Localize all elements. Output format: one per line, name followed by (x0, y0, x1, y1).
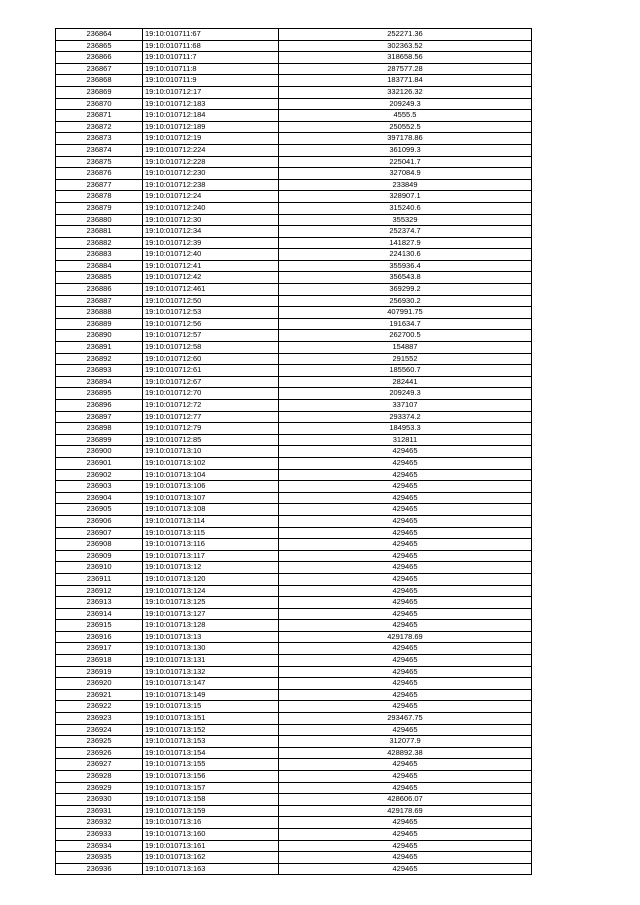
value-cell: 356543.8 (279, 272, 532, 284)
cadastral-number-cell: 19:10:010712:53 (143, 307, 279, 319)
row-id-cell: 236885 (56, 272, 143, 284)
row-id-cell: 236912 (56, 585, 143, 597)
table-row (56, 237, 532, 249)
cadastral-number-cell: 19:10:010712:19 (143, 133, 279, 145)
row-id-cell: 236920 (56, 678, 143, 690)
cadastral-number-cell: 19:10:010712:184 (143, 110, 279, 122)
cadastral-number-cell: 19:10:010712:224 (143, 144, 279, 156)
value-cell: 429178.69 (279, 805, 532, 817)
value-cell: 332126.32 (279, 86, 532, 98)
value-cell: 355936.4 (279, 260, 532, 272)
table-row (56, 376, 532, 388)
table-row (56, 492, 532, 504)
value-cell: 185560.7 (279, 365, 532, 377)
table-row (56, 121, 532, 133)
cadastral-number-cell: 19:10:010713:116 (143, 539, 279, 551)
value-cell: 293467.75 (279, 713, 532, 725)
row-id-cell: 236905 (56, 504, 143, 516)
value-cell: 369299.2 (279, 284, 532, 296)
value-cell: 209249.3 (279, 388, 532, 400)
value-cell: 429465 (279, 724, 532, 736)
cadastral-number-cell: 19:10:010713:102 (143, 457, 279, 469)
value-cell: 407991.75 (279, 307, 532, 319)
cadastral-number-cell: 19:10:010712:24 (143, 191, 279, 203)
table-row (56, 562, 532, 574)
cadastral-number-cell: 19:10:010713:157 (143, 782, 279, 794)
row-id-cell: 236923 (56, 713, 143, 725)
table-row (56, 400, 532, 412)
row-id-cell: 236878 (56, 191, 143, 203)
value-cell: 429465 (279, 643, 532, 655)
cadastral-number-cell: 19:10:010713:106 (143, 481, 279, 493)
value-cell: 429465 (279, 852, 532, 864)
row-id-cell: 236880 (56, 214, 143, 226)
table-row (56, 423, 532, 435)
cadastral-number-cell: 19:10:010713:13 (143, 631, 279, 643)
table-row (56, 515, 532, 527)
table-row (56, 307, 532, 319)
table-row (56, 168, 532, 180)
value-cell: 429465 (279, 771, 532, 783)
row-id-cell: 236868 (56, 75, 143, 87)
table-row (56, 272, 532, 284)
row-id-cell: 236881 (56, 226, 143, 238)
table-row (56, 481, 532, 493)
cadastral-number-cell: 19:10:010712:50 (143, 295, 279, 307)
value-cell: 252271.36 (279, 29, 532, 41)
cadastral-number-cell: 19:10:010713:131 (143, 655, 279, 667)
value-cell: 302363.52 (279, 40, 532, 52)
cadastral-number-cell: 19:10:010713:104 (143, 469, 279, 481)
table-row (56, 782, 532, 794)
cadastral-number-cell: 19:10:010712:41 (143, 260, 279, 272)
value-cell: 293374.2 (279, 411, 532, 423)
cadastral-number-cell: 19:10:010712:85 (143, 434, 279, 446)
cadastral-number-cell: 19:10:010713:155 (143, 759, 279, 771)
value-cell: 191634.7 (279, 318, 532, 330)
row-id-cell: 236869 (56, 86, 143, 98)
cadastral-number-cell: 19:10:010711:67 (143, 29, 279, 41)
value-cell: 429465 (279, 492, 532, 504)
cadastral-number-cell: 19:10:010713:120 (143, 573, 279, 585)
value-cell: 327084.9 (279, 168, 532, 180)
cadastral-number-cell: 19:10:010713:147 (143, 678, 279, 690)
cadastral-number-cell: 19:10:010712:40 (143, 249, 279, 261)
cadastral-number-cell: 19:10:010712:77 (143, 411, 279, 423)
cadastral-number-cell: 19:10:010712:70 (143, 388, 279, 400)
table-row (56, 585, 532, 597)
row-id-cell: 236901 (56, 457, 143, 469)
row-id-cell: 236884 (56, 260, 143, 272)
row-id-cell: 236893 (56, 365, 143, 377)
table-row (56, 666, 532, 678)
value-cell: 429465 (279, 840, 532, 852)
row-id-cell: 236888 (56, 307, 143, 319)
table-body (56, 29, 532, 875)
table-row (56, 527, 532, 539)
cadastral-number-cell: 19:10:010712:183 (143, 98, 279, 110)
cadastral-number-cell: 19:10:010711:7 (143, 52, 279, 64)
value-cell: 429465 (279, 527, 532, 539)
row-id-cell: 236934 (56, 840, 143, 852)
row-id-cell: 236874 (56, 144, 143, 156)
row-id-cell: 236902 (56, 469, 143, 481)
row-id-cell: 236886 (56, 284, 143, 296)
cadastral-number-cell: 19:10:010712:461 (143, 284, 279, 296)
value-cell: 429465 (279, 550, 532, 562)
table-row (56, 249, 532, 261)
value-cell: 225041.7 (279, 156, 532, 168)
table-row (56, 620, 532, 632)
value-cell: 429465 (279, 666, 532, 678)
row-id-cell: 236898 (56, 423, 143, 435)
table-row (56, 573, 532, 585)
table-row (56, 86, 532, 98)
row-id-cell: 236935 (56, 852, 143, 864)
row-id-cell: 236899 (56, 434, 143, 446)
row-id-cell: 236867 (56, 63, 143, 75)
cadastral-number-cell: 19:10:010713:124 (143, 585, 279, 597)
row-id-cell: 236907 (56, 527, 143, 539)
value-cell: 429465 (279, 863, 532, 875)
value-cell: 429465 (279, 620, 532, 632)
value-cell: 429465 (279, 678, 532, 690)
row-id-cell: 236883 (56, 249, 143, 261)
table-row (56, 805, 532, 817)
cadastral-number-cell: 19:10:010713:108 (143, 504, 279, 516)
row-id-cell: 236914 (56, 608, 143, 620)
row-id-cell: 236927 (56, 759, 143, 771)
table-row (56, 701, 532, 713)
cadastral-number-cell: 19:10:010713:10 (143, 446, 279, 458)
row-id-cell: 236913 (56, 597, 143, 609)
row-id-cell: 236891 (56, 342, 143, 354)
table-row (56, 446, 532, 458)
table-row (56, 388, 532, 400)
table-row (56, 156, 532, 168)
cadastral-number-cell: 19:10:010712:60 (143, 353, 279, 365)
row-id-cell: 236889 (56, 318, 143, 330)
row-id-cell: 236924 (56, 724, 143, 736)
cadastral-number-cell: 19:10:010713:127 (143, 608, 279, 620)
value-cell: 4555.5 (279, 110, 532, 122)
table-row (56, 655, 532, 667)
row-id-cell: 236882 (56, 237, 143, 249)
table-row (56, 469, 532, 481)
value-cell: 282441 (279, 376, 532, 388)
table-row (56, 226, 532, 238)
value-cell: 184953.3 (279, 423, 532, 435)
value-cell: 224130.6 (279, 249, 532, 261)
cadastral-number-cell: 19:10:010713:130 (143, 643, 279, 655)
table-row (56, 457, 532, 469)
cadastral-number-cell: 19:10:010713:149 (143, 689, 279, 701)
value-cell: 428892.38 (279, 747, 532, 759)
value-cell: 429465 (279, 701, 532, 713)
value-cell: 429465 (279, 585, 532, 597)
table-row (56, 550, 532, 562)
cadastral-number-cell: 19:10:010711:9 (143, 75, 279, 87)
value-cell: 429465 (279, 573, 532, 585)
cadastral-number-cell: 19:10:010712:230 (143, 168, 279, 180)
cadastral-number-cell: 19:10:010713:12 (143, 562, 279, 574)
table-row (56, 318, 532, 330)
table-row (56, 260, 532, 272)
row-id-cell: 236903 (56, 481, 143, 493)
value-cell: 429178.69 (279, 631, 532, 643)
value-cell: 256930.2 (279, 295, 532, 307)
value-cell: 429465 (279, 597, 532, 609)
table-row (56, 295, 532, 307)
row-id-cell: 236892 (56, 353, 143, 365)
row-id-cell: 236932 (56, 817, 143, 829)
value-cell: 141827.9 (279, 237, 532, 249)
cadastral-number-cell: 19:10:010712:58 (143, 342, 279, 354)
cadastral-number-cell: 19:10:010713:154 (143, 747, 279, 759)
row-id-cell: 236933 (56, 828, 143, 840)
cadastral-number-cell: 19:10:010713:156 (143, 771, 279, 783)
table-row (56, 353, 532, 365)
value-cell: 328907.1 (279, 191, 532, 203)
row-id-cell: 236870 (56, 98, 143, 110)
table-row (56, 434, 532, 446)
row-id-cell: 236865 (56, 40, 143, 52)
cadastral-number-cell: 19:10:010712:39 (143, 237, 279, 249)
row-id-cell: 236915 (56, 620, 143, 632)
row-id-cell: 236926 (56, 747, 143, 759)
cadastral-number-cell: 19:10:010713:160 (143, 828, 279, 840)
value-cell: 312077.9 (279, 736, 532, 748)
table-row (56, 133, 532, 145)
row-id-cell: 236890 (56, 330, 143, 342)
row-id-cell: 236928 (56, 771, 143, 783)
table-row (56, 202, 532, 214)
cadastral-number-cell: 19:10:010713:114 (143, 515, 279, 527)
table-row (56, 63, 532, 75)
cadastral-number-cell: 19:10:010712:72 (143, 400, 279, 412)
table-row (56, 771, 532, 783)
table-row (56, 759, 532, 771)
cadastral-number-cell: 19:10:010713:128 (143, 620, 279, 632)
value-cell: 428606.07 (279, 794, 532, 806)
value-cell: 429465 (279, 828, 532, 840)
value-cell: 154887 (279, 342, 532, 354)
row-id-cell: 236925 (56, 736, 143, 748)
row-id-cell: 236871 (56, 110, 143, 122)
table-row (56, 191, 532, 203)
row-id-cell: 236911 (56, 573, 143, 585)
table-row (56, 643, 532, 655)
value-cell: 318658.56 (279, 52, 532, 64)
table-row (56, 608, 532, 620)
value-cell: 429465 (279, 457, 532, 469)
cadastral-number-cell: 19:10:010712:34 (143, 226, 279, 238)
table-row (56, 828, 532, 840)
value-cell: 429465 (279, 817, 532, 829)
row-id-cell: 236896 (56, 400, 143, 412)
row-id-cell: 236864 (56, 29, 143, 41)
value-cell: 291552 (279, 353, 532, 365)
cadastral-number-cell: 19:10:010713:107 (143, 492, 279, 504)
row-id-cell: 236876 (56, 168, 143, 180)
row-id-cell: 236910 (56, 562, 143, 574)
row-id-cell: 236872 (56, 121, 143, 133)
cadastral-number-cell: 19:10:010713:162 (143, 852, 279, 864)
cadastral-number-cell: 19:10:010713:115 (143, 527, 279, 539)
value-cell: 429465 (279, 446, 532, 458)
value-cell: 429465 (279, 539, 532, 551)
cadastral-number-cell: 19:10:010713:163 (143, 863, 279, 875)
row-id-cell: 236866 (56, 52, 143, 64)
cadastral-number-cell: 19:10:010712:228 (143, 156, 279, 168)
row-id-cell: 236917 (56, 643, 143, 655)
row-id-cell: 236897 (56, 411, 143, 423)
table-row (56, 330, 532, 342)
table-row (56, 863, 532, 875)
data-table (55, 28, 532, 875)
row-id-cell: 236879 (56, 202, 143, 214)
row-id-cell: 236918 (56, 655, 143, 667)
cadastral-number-cell: 19:10:010713:125 (143, 597, 279, 609)
cadastral-number-cell: 19:10:010711:8 (143, 63, 279, 75)
cadastral-number-cell: 19:10:010713:151 (143, 713, 279, 725)
table-row (56, 539, 532, 551)
value-cell: 252374.7 (279, 226, 532, 238)
cadastral-number-cell: 19:10:010712:79 (143, 423, 279, 435)
value-cell: 429465 (279, 515, 532, 527)
cadastral-number-cell: 19:10:010712:56 (143, 318, 279, 330)
table-row (56, 504, 532, 516)
table-row (56, 144, 532, 156)
table-row (56, 365, 532, 377)
cadastral-number-cell: 19:10:010712:42 (143, 272, 279, 284)
table-row (56, 98, 532, 110)
value-cell: 429465 (279, 655, 532, 667)
table-row (56, 179, 532, 191)
cadastral-number-cell: 19:10:010713:117 (143, 550, 279, 562)
table-row (56, 724, 532, 736)
table-row (56, 852, 532, 864)
row-id-cell: 236931 (56, 805, 143, 817)
table-row (56, 747, 532, 759)
cadastral-number-cell: 19:10:010713:16 (143, 817, 279, 829)
cadastral-number-cell: 19:10:010712:67 (143, 376, 279, 388)
row-id-cell: 236922 (56, 701, 143, 713)
table-row (56, 597, 532, 609)
value-cell: 337107 (279, 400, 532, 412)
cadastral-number-cell: 19:10:010713:153 (143, 736, 279, 748)
row-id-cell: 236921 (56, 689, 143, 701)
table-row (56, 689, 532, 701)
table-row (56, 794, 532, 806)
row-id-cell: 236929 (56, 782, 143, 794)
cadastral-number-cell: 19:10:010712:30 (143, 214, 279, 226)
row-id-cell: 236887 (56, 295, 143, 307)
table-row (56, 214, 532, 226)
cadastral-number-cell: 19:10:010712:238 (143, 179, 279, 191)
table-row (56, 75, 532, 87)
table-row (56, 29, 532, 41)
row-id-cell: 236909 (56, 550, 143, 562)
row-id-cell: 236875 (56, 156, 143, 168)
value-cell: 250552.5 (279, 121, 532, 133)
value-cell: 429465 (279, 689, 532, 701)
value-cell: 429465 (279, 504, 532, 516)
table-row (56, 284, 532, 296)
cadastral-number-cell: 19:10:010713:15 (143, 701, 279, 713)
cadastral-number-cell: 19:10:010712:61 (143, 365, 279, 377)
value-cell: 429465 (279, 608, 532, 620)
row-id-cell: 236877 (56, 179, 143, 191)
cadastral-number-cell: 19:10:010713:152 (143, 724, 279, 736)
row-id-cell: 236916 (56, 631, 143, 643)
value-cell: 429465 (279, 782, 532, 794)
row-id-cell: 236936 (56, 863, 143, 875)
row-id-cell: 236904 (56, 492, 143, 504)
value-cell: 233849 (279, 179, 532, 191)
row-id-cell: 236873 (56, 133, 143, 145)
cadastral-number-cell: 19:10:010712:240 (143, 202, 279, 214)
value-cell: 312811 (279, 434, 532, 446)
table-row (56, 840, 532, 852)
cadastral-number-cell: 19:10:010711:68 (143, 40, 279, 52)
value-cell: 315240.6 (279, 202, 532, 214)
value-cell: 429465 (279, 481, 532, 493)
value-cell: 429465 (279, 759, 532, 771)
table-row (56, 736, 532, 748)
row-id-cell: 236906 (56, 515, 143, 527)
cadastral-number-cell: 19:10:010713:132 (143, 666, 279, 678)
cadastral-number-cell: 19:10:010712:189 (143, 121, 279, 133)
table-row (56, 678, 532, 690)
value-cell: 429465 (279, 469, 532, 481)
cadastral-number-cell: 19:10:010712:57 (143, 330, 279, 342)
value-cell: 209249.3 (279, 98, 532, 110)
value-cell: 397178.86 (279, 133, 532, 145)
row-id-cell: 236894 (56, 376, 143, 388)
table-row (56, 411, 532, 423)
table-row (56, 342, 532, 354)
table-row (56, 52, 532, 64)
value-cell: 262700.5 (279, 330, 532, 342)
table-row (56, 713, 532, 725)
cadastral-number-cell: 19:10:010713:159 (143, 805, 279, 817)
row-id-cell: 236930 (56, 794, 143, 806)
cadastral-number-cell: 19:10:010713:158 (143, 794, 279, 806)
row-id-cell: 236895 (56, 388, 143, 400)
table-row (56, 631, 532, 643)
cadastral-number-cell: 19:10:010713:161 (143, 840, 279, 852)
table-row (56, 40, 532, 52)
cadastral-number-cell: 19:10:010712:17 (143, 86, 279, 98)
table-row (56, 817, 532, 829)
value-cell: 287577.28 (279, 63, 532, 75)
value-cell: 429465 (279, 562, 532, 574)
row-id-cell: 236919 (56, 666, 143, 678)
row-id-cell: 236900 (56, 446, 143, 458)
value-cell: 361099.3 (279, 144, 532, 156)
value-cell: 183771.84 (279, 75, 532, 87)
value-cell: 355329 (279, 214, 532, 226)
table-row (56, 110, 532, 122)
row-id-cell: 236908 (56, 539, 143, 551)
